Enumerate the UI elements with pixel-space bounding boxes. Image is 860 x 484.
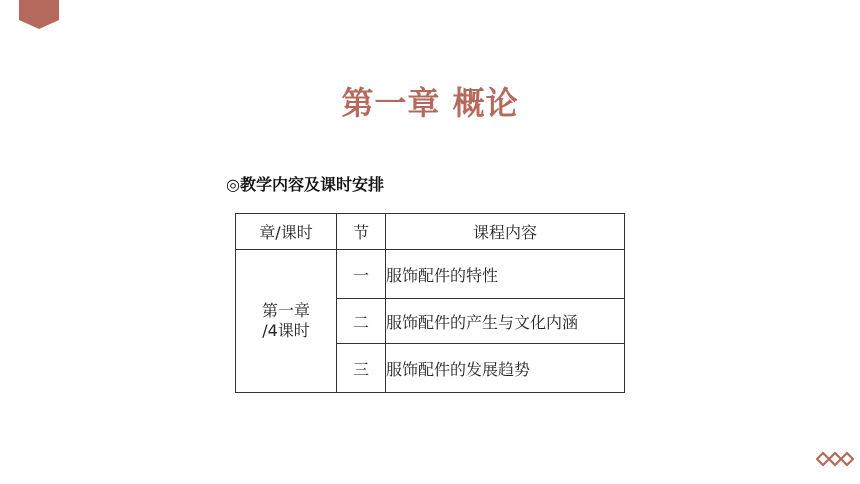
chapter-hours: /4课时: [262, 321, 310, 340]
table-row: [236, 250, 625, 299]
course-content: 服饰配件的产生与文化内涵: [386, 299, 625, 344]
course-content: 服饰配件的特性: [386, 250, 625, 299]
page-title: 第一章 概论: [341, 84, 519, 122]
chapter-hours-cell: [236, 250, 337, 393]
section-number: 三: [337, 344, 386, 393]
table-header-row: [236, 214, 625, 250]
chapter-name: 第一章: [261, 301, 310, 320]
header-chapter-hours: 章/课时: [236, 214, 337, 250]
diamond-chain-icon: [816, 451, 854, 467]
section-number: 一: [337, 250, 386, 299]
course-content: 服饰配件的发展趋势: [386, 344, 625, 393]
corner-badge: [19, 0, 59, 30]
section-subtitle: ◎教学内容及课时安排: [226, 175, 384, 194]
header-course-content: 课程内容: [386, 214, 625, 250]
section-number: 二: [337, 299, 386, 344]
schedule-table: [235, 213, 625, 393]
header-section: 节: [337, 214, 386, 250]
